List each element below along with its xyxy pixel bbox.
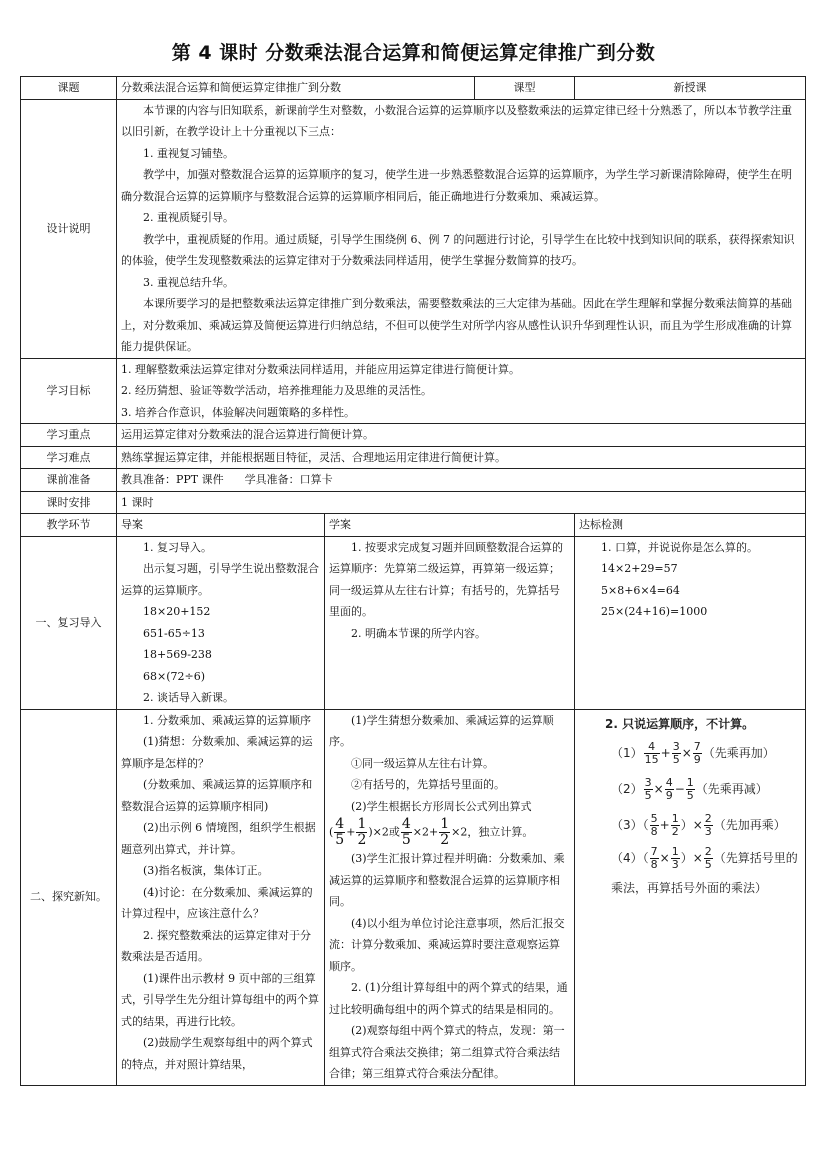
- check-heading: 2. 只说运算顺序，不计算。: [605, 716, 755, 731]
- check-q2: （2） $\frac{3}{5}$ × $\frac{4}{9}$ − $\frac{1}{5}$ （先乘再减）: [611, 776, 768, 802]
- goal-item: 1. 理解整数乘法运算定律对分数乘法同样适用，并能应用运算定律进行简便计算。: [121, 362, 520, 376]
- goals-list: [117, 358, 806, 424]
- check-line: 14×2+29=57: [601, 562, 678, 575]
- topic-label: 课题: [21, 77, 117, 100]
- focus-label: 学习重点: [21, 424, 117, 447]
- design-paragraph: 本节课的内容与旧知联系，新课前学生对整数，小数混合运算的运算顺序以及整数乘法的运算定律已经十分熟悉了，所以本节教学注重以旧引新，在教学设计上十分重视以下三点：: [121, 103, 792, 138]
- stage-review: 一、复习导入: [21, 536, 117, 709]
- review-study: [325, 536, 575, 709]
- guide-line: 1. 复习导入。: [143, 540, 212, 554]
- check-line: 5×8+6×4=64: [601, 583, 680, 597]
- guide-line: (1)猜想：分数乘加、乘减运算的运算顺序是怎样的？: [121, 735, 313, 770]
- schedule-value: 1 课时: [117, 491, 806, 514]
- goals-label: 学习目标: [21, 358, 117, 424]
- review-check: [575, 536, 806, 709]
- type-label: 课型: [475, 77, 575, 100]
- study-line: (3)学生汇报计算过程并明确：分数乘加、乘减运算的运算顺序和整数混合运算的运算顺序相同。: [329, 852, 565, 908]
- explore-check: [575, 709, 806, 1085]
- study-line: ②有括号的，先算括号里面的。: [351, 778, 505, 791]
- guide-line: 651-65÷13: [143, 626, 205, 640]
- study-line: (2)观察每组中两个算式的特点，发现：第一组算式符合乘法交换律；第二组算式符合乘法结合律；第三组算式符合乘法分配律。: [329, 1024, 565, 1080]
- stage-explore: 二、探究新知。: [21, 709, 117, 1085]
- col-guide: 导案: [117, 514, 325, 537]
- focus-value: 运用运算定律对分数乘法的混合运算进行简便计算。: [117, 424, 806, 447]
- perimeter-formula: ( $\frac{4}{5}$ + $\frac{1}{2}$ )×2或 $\frac{4}{5}$ ×2+ $\frac{1}{2}$ ×2，独立计算。: [329, 816, 534, 848]
- col-check: 达标检测: [575, 514, 806, 537]
- goal-item: 2. 经历猜想、验证等数学活动，培养推理能力及思维的灵活性。: [121, 384, 432, 397]
- design-paragraph: 3. 重视总结升华。: [143, 275, 234, 289]
- guide-line: 18×20+152: [143, 605, 211, 618]
- explore-guide: [117, 709, 325, 1085]
- guide-line: 2. 探究整数乘法的运算定律对于分数乘法是否适用。: [121, 928, 311, 963]
- guide-line: (2)鼓励学生观察每组中的两个算式的特点，并对照计算结果，: [121, 1036, 313, 1071]
- guide-line: 18+569-238: [143, 648, 212, 661]
- goal-item: 3. 培养合作意识，体验解决问题策略的多样性。: [121, 405, 355, 419]
- check-q3: （3）（ $\frac{5}{8}$ + $\frac{1}{2}$ ）× $\frac{2}{3}$ （先加再乘）: [611, 812, 786, 838]
- difficulty-label: 学习难点: [21, 446, 117, 469]
- design-paragraph: 1. 重视复习铺垫。: [143, 146, 234, 160]
- study-line: 1. 按要求完成复习题并回顾整数混合运算的运算顺序：先算第二级运算，再算第一级运算；同一级运算从左往右计算；有括号的，先算括号里面的。: [329, 540, 563, 618]
- guide-line: 2. 谈话导入新课。: [143, 691, 234, 704]
- design-paragraph: 教学中，加强对整数混合运算的运算顺序的复习，使学生进一步熟悉整数混合运算的运算顺序，为学生学习新课清除障碍，使学生在明确分数混合运算的运算顺序与整数混合运算的运算顺序相同后，能正确地进行分数乘加、乘减运算。: [121, 168, 792, 203]
- guide-line: (3)指名板演，集体订正。: [143, 864, 269, 877]
- design-paragraph: 教学中，重视质疑的作用。通过质疑，引导学生围绕例 6、例 7 的问题进行讨论，引导学生在比较中找到知识间的联系，获得探索知识的体验，使学生发现整数乘法的运算定律对于分数乘法同样适用，使学生掌握分数简算的技巧。: [121, 232, 795, 267]
- prep-value: 教具准备：PPT 课件 学具准备：口算卡: [117, 469, 806, 492]
- guide-line: (2)出示例 6 情境图，组织学生根据题意列出算式，并计算。: [121, 821, 316, 856]
- col-study: 学案: [325, 514, 575, 537]
- explore-study: [325, 709, 575, 1085]
- guide-line: 出示复习题，引导学生说出整数混合运算的运算顺序。: [121, 562, 319, 597]
- study-line: (1)学生猜想分数乘加、乘减运算的运算顺序。: [329, 713, 554, 748]
- guide-line: 68×(72÷6): [143, 669, 206, 683]
- schedule-label: 课时安排: [21, 491, 117, 514]
- check-line: 25×(24+16)=1000: [601, 605, 708, 618]
- review-guide: [117, 536, 325, 709]
- col-stage: 教学环节: [21, 514, 117, 537]
- guide-line: 1. 分数乘加、乘减运算的运算顺序: [143, 713, 311, 727]
- study-line: (4)以小组为单位讨论注意事项，然后汇报交流：计算分数乘加、乘减运算时要注意观察运算顺序。: [329, 916, 565, 973]
- study-line: ①同一级运算从左往右计算。: [351, 756, 494, 770]
- guide-line: (分数乘加、乘减运算的运算顺序和整数混合运算的运算顺序相同): [121, 778, 313, 813]
- study-line: (2)学生根据长方形周长公式列出算式: [351, 799, 532, 813]
- study-line: 2. 明确本节课的所学内容。: [351, 626, 486, 640]
- check-line: 1. 口算，并说说你是怎么算的。: [601, 540, 758, 554]
- topic-value: 分数乘法混合运算和简便运算定律推广到分数: [117, 77, 475, 100]
- check-q4: （4）（ $\frac{7}{8}$ × $\frac{1}{3}$ ）× $\frac{2}{5}$ （先算括号里的乘法，再算括号外面的乘法）: [611, 845, 798, 895]
- guide-line: (1)课件出示教材 9 页中部的三组算式，引导学生先分组计算每组中的两个算式的结果，再进行比较。: [121, 971, 319, 1028]
- design-label: 设计说明: [21, 99, 117, 358]
- page-title: 第 4 课时 分数乘法混合运算和简便运算定律推广到分数: [171, 42, 656, 64]
- guide-line: (4)讨论：在分数乘加、乘减运算的计算过程中，应该注意什么？: [121, 885, 313, 920]
- check-q1: （1） $\frac{4}{15}$ + $\frac{3}{5}$ × $\frac{7}{9}$ （先乘再加）: [611, 740, 775, 766]
- design-paragraph: 2. 重视质疑引导。: [143, 211, 234, 224]
- difficulty-value: 熟练掌握运算定律，并能根据题目特征，灵活、合理地运用定律进行简便计算。: [117, 446, 806, 469]
- study-line: 2. (1)分组计算每组中的两个算式的结果，通过比较明确每组中的两个算式的结果是相同的。: [329, 981, 568, 1016]
- design-notes: [117, 99, 806, 358]
- type-value: 新授课: [575, 77, 806, 100]
- lesson-plan-table: [20, 76, 806, 1086]
- design-paragraph: 本课所要学习的是把整数乘法运算定律推广到分数乘法，需要整数乘法的三大定律为基础。因此在学生理解和掌握分数乘法简算的基础上，对分数乘加、乘减运算及简便运算进行归纳总结，不但可以使学生对所学内容从感性认识升华到理性认识，而且为学生形成准确的计算能力提供保证。: [121, 297, 792, 353]
- prep-label: 课前准备: [21, 469, 117, 492]
